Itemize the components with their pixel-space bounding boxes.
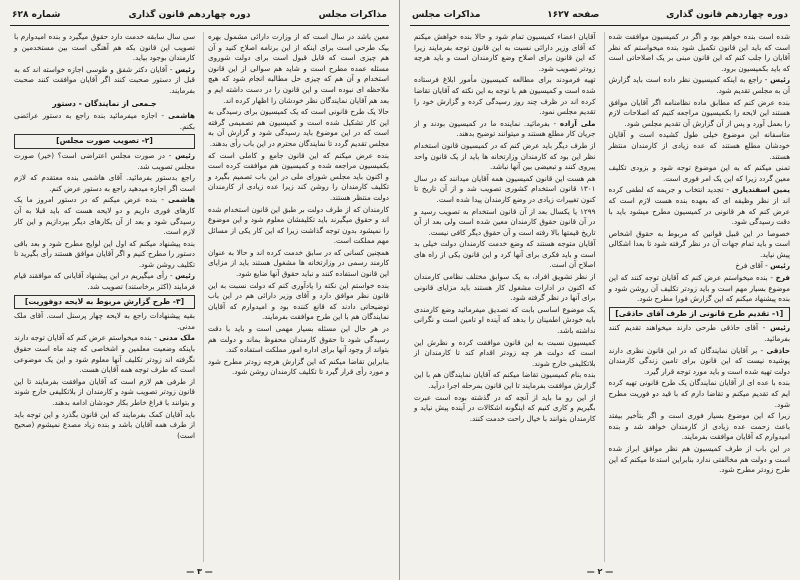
right-page-header <box>410 8 790 26</box>
paragraph-text: در صورت مجلس اعتراضی است؟ (خیر) صورت مجلس تصویب شد. <box>14 150 195 171</box>
speaker-name: رئیس <box>175 271 195 281</box>
paragraph <box>208 324 389 356</box>
paragraph-text: آقای حاذقی طرحی دارند میخواهند تقدیم کنند بفرمائید. <box>608 323 790 344</box>
left-page-col-left <box>10 32 195 562</box>
paragraph-text: آقایان اعضاء کمیسیون تمام شود و حالا بنده خواهش میکنم که آقای وزیر دارائی نسبت به این قانون توجه بفرمایند زیرا که این قانون برای اصلاح وضع کارمندان است و باید هرچه زودتر تصویب شود. <box>414 32 596 73</box>
paragraph-text: خصوصا در این قبیل قوانین که مربوط به حقوق اشخاص است و باید تمام جهات آن در نظر گرفته شود تا بعدا اشکالی پیش نیاید. <box>608 228 790 259</box>
paragraph: رئیس - رأی میگیریم در این پیشنهاد آقایانی که موافقند قیام فرمایند (اکثر برخاستند) تصویب شد. <box>14 271 195 292</box>
paragraph: ملک مدنی - بنده میخواستم عرض کنم که آقایان توجه دارند باینکه وضعیت معلمین و اشخاصی که چند ماه است حقوق نگرفته اند زودتر تکلیف آنها معلوم شود و این یک موضوعی است که طرف توجه همه آقایان هست. <box>14 333 195 375</box>
paragraph-text: راجع به اینکه کمیسیون نظر داده است باید گزارش آن به مجلس تقدیم شود. <box>608 75 790 95</box>
paragraph <box>414 338 596 370</box>
paragraph <box>14 311 195 332</box>
left-header-right: مذاکرات مجلس <box>318 10 387 20</box>
subheading: جـمعی از نمایندگان - دستور <box>52 98 157 108</box>
paragraph-text: از نظر تشویق افراد، به یک سوابق مختلف نظامی کارمندان که اکنون در ادارات مشغول کار هستند باید مزایای قانونی برای آنها در نظر گرفته شود. <box>414 272 596 303</box>
paragraph-text: سی سال سابقه خدمت دارد حقوق میگیرد و بنده امیدوارم با تصویب این قانون بکه هم آهنگی است بین مستخدمین و کارمندان بوجود بیاید. <box>14 32 195 63</box>
paragraph <box>208 32 389 106</box>
paragraph: هاشمی - اجازه میفرمائید بنده راجع به دستور عرائضی بکنم. <box>14 111 195 131</box>
paragraph-text: بفرمائید. نماینده ما در کمیسیون بودند و از جریان کار مطلع هستند و میتوانند توضیح بدهند. <box>414 118 596 139</box>
paragraph <box>208 151 389 204</box>
paragraph-text: بنده بنام کمیسیون تقاضا میکنم که آقایان نمایندگان هم با این گزارش موافقت بفرمایند تا این قانون بمرحله اجرا درآید. <box>414 370 596 390</box>
left-header-center: دوره چهاردهم قانون گذاری <box>128 10 251 20</box>
paragraph-text: بنده عرض کنم که مطابق ماده نظامنامه اگر آقایان موافق هستند این لایحه را بکمیسیون مراجعه کنیم که اصلاحات لازم را بعمل آورد و پس از آن گزارش آن تقدیم مجلس شود. <box>608 97 790 128</box>
paragraph-text: بقیه پیشنهادات راجع به لایحه چهار پرسنل است. آقای ملک مدنی. <box>14 311 195 331</box>
paragraph-text: آقایان متوجه هستند که وضع خدمت کارمندان دولت خیلی بد است و باید فکری برای آنها کرد و این قانون یکی از راه های اصلاح آن است. <box>414 239 596 270</box>
paragraph <box>609 378 791 410</box>
section-heading: [۱- تقدیم طرح قانونی از طرف آقای حاذقی] <box>609 307 791 322</box>
paragraph-text: بنده پیشنهاد میکنم که اول این لوایح مطرح شود و بعد باقی دستور را مطرح کنیم و اگر آقایان موافق هستند رأی بگیرید تا تکلیف روشن شود. <box>14 238 195 269</box>
paragraph-text: کارمندان که از طرف دولت بر طبق این قانون استخدام شده اند و حقوق میگیرند باید تکلیفشان معلوم شود و این موضوع را نمیشود بدون توجه گذاشت زیرا که این کار یکی از مسائل مهم مملکت است. <box>208 204 389 246</box>
paragraph-text: شده است بنده خواهم بود و اگر در کمیسیون موافقت شده است که باید این قانون تکمیل شود بنده میخواستم که نظر آقایان را جلب کنم که این قانون مبنی بر یک اصلاحاتی است که باید بکمیسیون برود. <box>608 32 790 73</box>
paragraph <box>414 75 596 117</box>
paragraph <box>14 410 195 442</box>
speaker-name: رئیس <box>175 64 195 74</box>
paragraph <box>414 32 596 74</box>
paragraph-text: کمیسیون نسبت به این قانون موافقت کرده و نظرش این است که دولت هر چه زودتر اقدام کند تا کارمندان از بلاتکلیفی خارج شوند. <box>414 337 596 368</box>
paragraph <box>609 444 791 476</box>
paragraph-text: بنده عرض میکنم که در دستور امروز ما یک کارهای فوری داریم و دو لایحه هست که باید قبلا به آن رسیدگی شود و بعد از آن بکارهای دیگر بپردازیم و این کار لازم است. <box>14 195 195 237</box>
paragraph: فرخ - بنده میخواستم عرض کنم که آقایان توجه کنند که این موضوع بسیار مهم است و باید زودتر تکلیف آن روشن شود و بنده پیشنهاد میکنم که این گزارش فورا مطرح شود. <box>608 273 790 304</box>
speaker-name: رئیس <box>770 323 790 333</box>
paragraph: هاشمی - بنده عرض میکنم که در دستور امروز ما یک کارهای فوری داریم و دو لایحه هست که باید قبلا به آن رسیدگی شود و بعد از آن بکارهای دیگر بپردازیم و این کار لازم است. <box>14 195 195 237</box>
right-header-left: مذاکرات مجلس <box>412 10 481 20</box>
paragraph-text: در این باب از طرف کمیسیون هم نظر موافق ابراز شده است و دولت هم مخالفتی ندارد بنابراین استدعا میکنم که این طرح زودتر مطرح شود. <box>608 443 790 475</box>
right-page-columns <box>410 32 790 562</box>
right-header-right: دوره چهاردهم قانون گذاری <box>666 10 788 20</box>
paragraph-text: متاسفانه این موضوع خیلی طول کشیده است و آقایان خودشان مطلع هستند که عده زیادی از کارمندان منتظر هستند. <box>608 130 790 161</box>
right-header-center: صفحه ۱۶۲۷ <box>547 10 600 20</box>
speaker-name: رئیس <box>770 261 790 271</box>
paragraph <box>208 248 389 280</box>
paragraph <box>414 370 596 391</box>
paragraph-text: حالا یک طرح قانونی است که یک کمیسیون برای رسیدگی به این کار تشکیل شده است و کمیسیون هم تصمیمی گرفته است که در این موضوع باید رسیدگی شود و گزارش آن به مجلس تقدیم گردد تا نمایندگان محترم در این باب رأی بدهند. <box>208 107 389 148</box>
paragraph: ملی آزاده - بفرمائید. نماینده ما در کمیسیون بودند و از جریان کار مطلع هستند و میتوانند توضیح بدهند. <box>414 118 596 139</box>
right-page-col-right <box>604 32 791 562</box>
paragraph <box>609 130 791 162</box>
paragraph: رئیس - آقایان دکتر شفق و طوسی اجازه خواسته اند که به قبل از دستور صحبت کنند اگر آقایان موافقت کنند صحبت بفرمایند. <box>14 64 195 95</box>
paragraph-text: از طرفی هم لازم است که آقایان موافقت بفرمایند تا این قانون زودتر تصویب شود و کارمندان از بلاتکلیفی خارج شوند و بتوانند با فراغ خاطر بکار خودشان ادامه بدهند. <box>14 376 195 407</box>
paragraph <box>414 174 596 206</box>
speaker-name: هاشمی <box>168 111 195 121</box>
paragraph-text: بنده میخواستم عرض کنم که آقایان توجه کنند که این موضوع بسیار مهم است و باید زودتر تکلیف آن روشن شود و بنده پیشنهاد میکنم که این گزارش فورا مطرح شود. <box>608 273 790 304</box>
paragraph-text: یک موضوع اساسی بابت که تصدیق میفرمائید وضع کارمندی بایه خودش اطمینان را بدهد که آینده او تامین است و نگرانی نداشته باشد. <box>414 304 596 336</box>
paragraph <box>208 205 389 247</box>
paragraph-text: در هر حال این مسئله بسیار مهمی است و باید با دقت رسیدگی شود تا حقوق کارمندان محفوظ بماند و دولت هم بتواند از وجود آنها برای اداره امور مملکت استفاده کند. <box>208 324 389 355</box>
paragraph-text: بر آقایان نمایندگان که در این قانون نظری دارند پوشیده نیست که این قانون برای تامین زندگی کارمندان دولت تهیه شده است و باید مورد توجه قرار گیرد. <box>608 345 790 376</box>
speaker-name: حاذقی <box>766 345 790 355</box>
paragraph-text: تهیه فرمودند برای مطالعه کمیسیون مأمور ابلاغ فرستاده شده است و کمیسیون هم با توجه به این نکته که آقایان تقاضا کرده اند در ظرف چند روز رسیدگی کرده و گزارش خود را تقدیم مجلس نمود. <box>414 75 596 117</box>
paragraph <box>609 411 791 443</box>
paragraph: رئیس - راجع به اینکه کمیسیون نظر داده است باید گزارش آن به مجلس تقدیم شود. <box>608 75 790 95</box>
paragraph <box>14 173 195 194</box>
paragraph-text: تجدید انتخاب و جریمه که لطفی کرده اند از نظر وظیفه ای که بعهده بنده هست لازم است که عرض کنم که هر قانونی در کمیسیون مطرح میشود باید با دقت رسیدگی شود. <box>608 185 790 227</box>
paragraph: رئیس - در صورت مجلس اعتراضی است؟ (خیر) صورت مجلس تصویب شد. <box>14 150 195 171</box>
paragraph-text: آقایان دکتر شفق و طوسی اجازه خواسته اند که به قبل از دستور صحبت کنند اگر آقایان موافقت کنند صحبت بفرمایند. <box>14 64 195 95</box>
paragraph-text: ۱۲۹۹ یا یکسال بعد از آن قانون استخدام به تصویب رسید و در آن قانون حقوق کارمندان معین شده است ولی بعد از آن تاریخ قیمتها بالا رفته است و آن حقوق دیگر کافی نیست. <box>414 206 596 237</box>
paragraph-text: از طرف دیگر باید عرض کنم که در کمیسیون قانون استخدام نظر این بود که کارمندان وزارتخانه ها باید از یک قانون واحد پیروی کنند و تبعیضی بین آنها نباشد. <box>414 140 596 172</box>
paragraph-text: همچنین کسانی که در سابق خدمت کرده اند و حالا به عنوان کارمند رسمی در وزارتخانه ها مشغول هستند باید از مزایای این قانون استفاده کنند و نباید حقوق آنها ضایع شود. <box>208 247 389 279</box>
left-page-col-right <box>203 32 389 562</box>
paragraph: رئیس - آقای حاذقی طرحی دارند میخواهند تقدیم کنند بفرمائید. <box>608 323 790 344</box>
paragraph <box>208 281 389 323</box>
paragraph <box>14 32 195 64</box>
paragraph <box>208 107 389 149</box>
paragraph <box>414 393 596 425</box>
section-heading: [۲- تصویب صورت مجلس] <box>14 134 195 149</box>
right-page-number: — ۲ — <box>586 567 614 576</box>
speaker-name: هاشمی <box>168 195 195 205</box>
paragraph <box>14 239 195 271</box>
paragraph-text: بنده عرض میکنم که این قانون جامع و کاملی است که بکمیسیون مراجعه شده و کمیسیون هم موافقت کرده است و اکنون باید مجلس شورای ملی در این باب تصمیم بگیرد و تکلیف کارمندان را روشن کند زیرا عده زیادی از کارمندان دولت منتظر هستند. <box>208 150 389 202</box>
paragraph <box>208 357 389 378</box>
paragraph-text: بنده میخواستم عرض کنم که آقایان توجه دارند باینکه وضعیت معلمین و اشخاصی که چند ماه است حقوق نگرفته اند زودتر تکلیف آنها معلوم شود و این یک موضوعی است که طرف توجه همه آقایان هست. <box>14 333 195 375</box>
paragraph <box>414 305 596 337</box>
paragraph-text: راجع بدستور بفرمائید. آقای هاشمی بنده معتقدم که لازم است اگر اجازه میدهید راجع به دستور عرض کنم. <box>14 173 195 193</box>
paragraph <box>414 141 596 173</box>
paragraph-text: هم هست این قانون کمیسیون همه آقایان میدانند که در سال ۱۳۰۱ قانون استخدام کشوری تصویب شد و از آن تاریخ تا کنون تغییرات زیادی در وضع کارمندان پیدا شده است. <box>414 173 596 204</box>
paragraph-text: از این رو ما باید از آنچه که در گذشته بوده است عبرت بگیریم و کاری کنیم که اینگونه اشکالات در آینده پیش نیاید و کارمندان بتوانند با خیال راحت خدمت کنند. <box>414 392 596 423</box>
paragraph <box>609 163 791 184</box>
left-header-left: شماره ۶۲۸ <box>12 10 61 20</box>
right-page-col-left <box>410 32 596 562</box>
speaker-name: ملک مدنی <box>159 333 195 343</box>
paragraph-text: رأی میگیریم در این پیشنهاد آقایانی که موافقند قیام فرمایند (اکثر برخاستند) تصویب شد. <box>14 271 195 292</box>
speaker-name: فرخ <box>775 273 790 283</box>
left-page-header <box>10 8 389 26</box>
paragraph: یمین اسفندیاری - تجدید انتخاب و جریمه که لطفی کرده اند از نظر وظیفه ای که بعهده بنده هست لازم است که عرض کنم که هر قانونی در کمیسیون مطرح میشود باید با دقت رسیدگی شود. <box>608 185 790 227</box>
paragraph <box>414 207 596 239</box>
paragraph-text: بنده خواستم این نکته را یادآوری کنم که دولت نسبت به این قانون نظر موافق دارد و آقای وزیر دارائی هم در این باب توضیحاتی دادند که قانع کننده بود و امیدوارم که آقایان نمایندگان هم با این طرح موافقت بفرمایند. <box>208 280 389 322</box>
speaker-name: ملی آزاده <box>559 118 596 128</box>
paragraph-text: آقای فرخ <box>735 261 763 271</box>
paragraph: حاذقی - بر آقایان نمایندگان که در این قانون نظری دارند پوشیده نیست که این قانون برای تامین زندگی کارمندان دولت تهیه شده است و باید مورد توجه قرار گیرد. <box>608 345 790 376</box>
left-page-columns <box>10 32 389 562</box>
paragraph-text: باید آقایان کمک بفرمایند که این قانون بگذرد و این توجه باید از طرف همه آقایان باشد و بنده زیاد مصدع نمیشوم (صحیح است) <box>14 409 195 440</box>
paragraph <box>414 239 596 271</box>
paragraph <box>609 32 791 74</box>
paragraph-text: معین باشد در سال است که از وزارت دارائی مشمول بهره بیک طرحی است برای اینکه از این برنامه اصلاح کنید و آن هم چیزی است که قابل قبول است برای دولت شوروی مسئله عمده مطرح است و شاید هم سوالی از این قانون استخدام و آن هم که چیزی حل مطالبه انجام شود که هیچ ملاحظه ای نبوده است و این قانون را در دست داشته ایم و بعد هم آقایان نمایندگان نظر خودشان را اظهار کرده اند. <box>208 32 389 105</box>
speaker-name: رئیس <box>770 75 790 85</box>
paragraph-text: اجازه میفرمائید بنده راجع به دستور عرائضی بکنم. <box>14 111 195 131</box>
section-heading: [۳- طرح گزارش مربوط به لایحه دوفوریت] <box>14 295 195 310</box>
paragraph-text: زیرا که این موضوع بسیار فوری است و اگر بتأخیر بیفتد باعث زحمت عده زیادی از کارمندان خواهد شد و بنده امیدوارم که آقایان موافقت بفرمایند. <box>608 411 790 442</box>
paragraph-text: تمنی میکنم که به این موضوع توجه شود و بزودی تکلیف معین گردد زیرا که این یک امر فوری است. <box>608 163 790 183</box>
right-page <box>400 0 800 580</box>
paragraph-text: بنابراین تقاضا میکنم که این گزارش هرچه زودتر مطرح شود و مورد رأی قرار گیرد تا تکلیف کارمندان روشن شود. <box>208 356 389 377</box>
paragraph-text: بنده با عده ای از آقایان نمایندگان یک طرح قانونی تهیه کرده ایم که تقدیم میکنم و تقاضا دارم که با قید دو فوریت مطرح شود. <box>608 378 790 409</box>
left-page-number: — ۳ — <box>186 567 213 576</box>
paragraph <box>609 229 791 261</box>
speaker-name: یمین اسفندیاری <box>731 185 790 195</box>
paragraph <box>609 98 791 130</box>
paragraph: رئیس - آقای فرخ <box>735 261 790 271</box>
paragraph <box>414 272 596 304</box>
speaker-name: رئیس <box>175 150 195 160</box>
paragraph <box>14 377 195 409</box>
